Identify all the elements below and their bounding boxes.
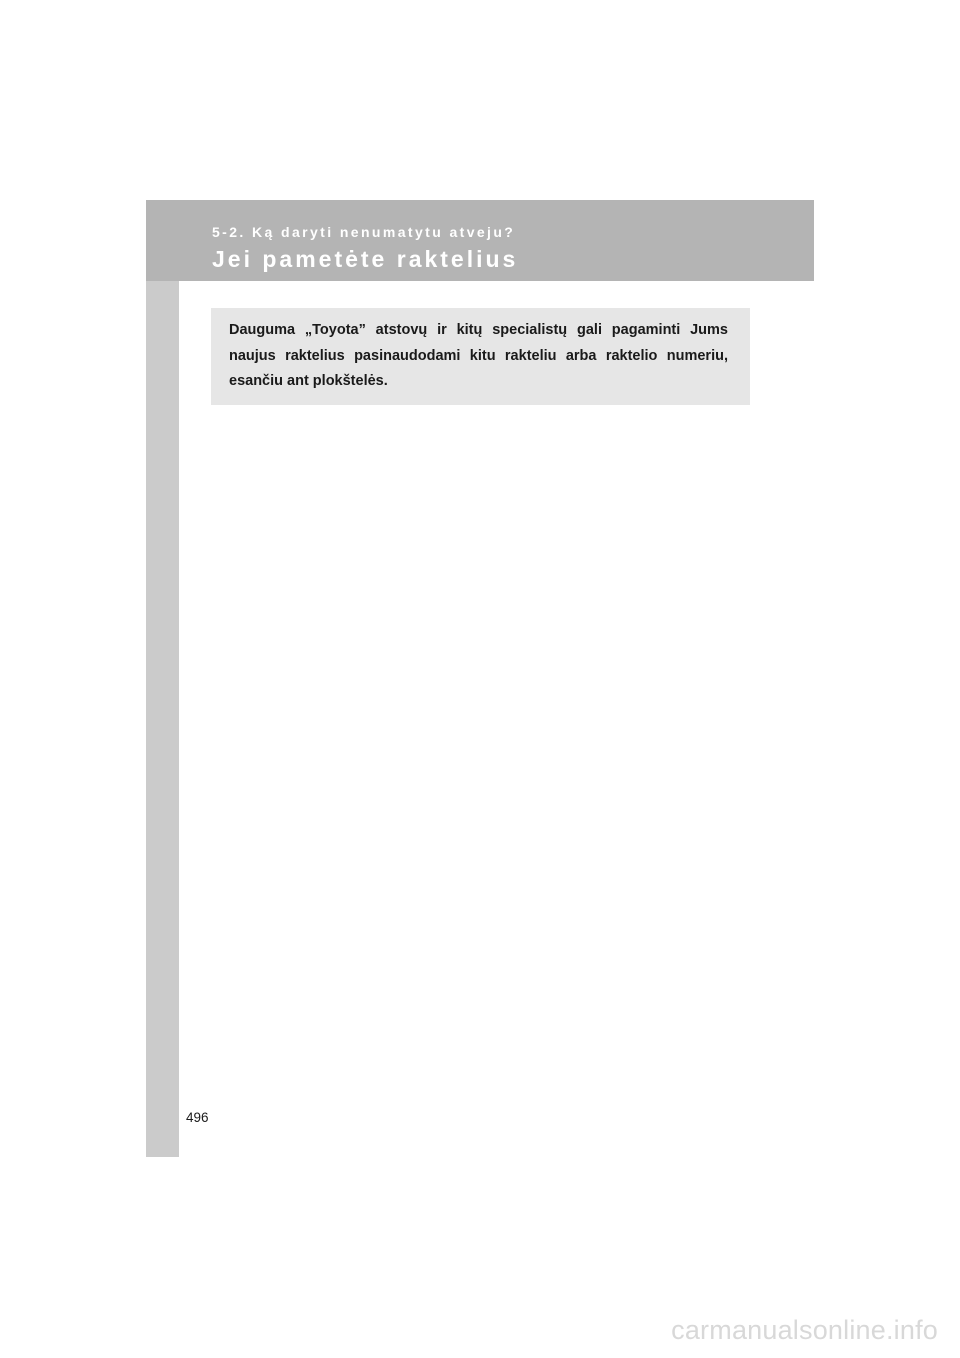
section-label: 5-2. Ką daryti nenumatytu atveju? [212, 224, 516, 240]
page-number: 496 [186, 1110, 209, 1125]
watermark: carmanualsonline.info [671, 1315, 938, 1345]
info-text: Dauguma „Toyota” atstovų ir kitų specialistų gali pagaminti Jums naujus raktelius pasinaudodami kitu rakteliu arba raktelio numeriu, esančiu ant plokštelės. [229, 322, 728, 389]
header-bar [146, 200, 814, 281]
info-box [211, 308, 750, 405]
side-strip [146, 281, 179, 1157]
page-title: Jei pametėte raktelius [212, 246, 519, 272]
